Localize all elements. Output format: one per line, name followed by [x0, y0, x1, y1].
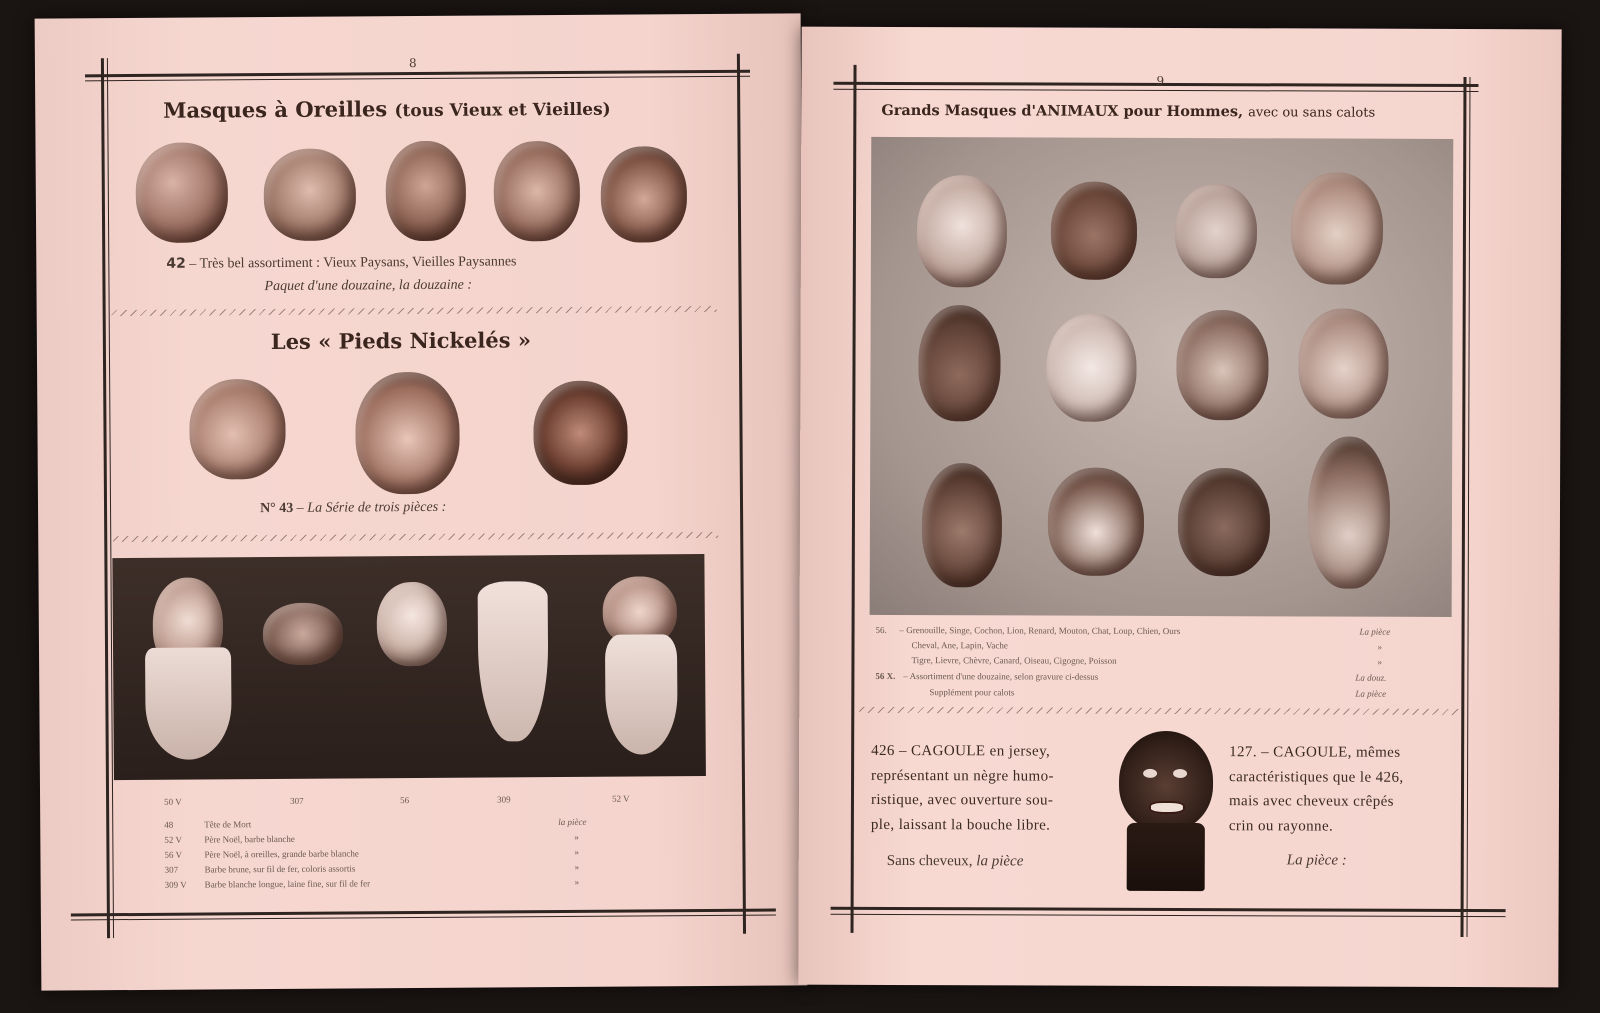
animal-masks-title	[881, 102, 1375, 121]
price-label-plain: Sans cheveux,	[886, 852, 973, 870]
text-line: ple, laissant la bouche libre.	[870, 816, 1051, 834]
list-item-text: Barbe brune, sur fil de fer, coloris assortis	[204, 863, 356, 875]
list-item-num: 307	[164, 864, 179, 875]
list-item-num: 48	[164, 819, 174, 830]
cagoule-head	[1119, 731, 1213, 831]
title-main: Masques à Oreilles	[163, 96, 388, 123]
monkey-mask	[1051, 182, 1137, 280]
item-43-line	[260, 500, 446, 517]
section-title-masques-oreilles	[163, 95, 611, 123]
cagoule-mouth	[1149, 801, 1185, 814]
list-item-price: La pièce	[1355, 688, 1387, 699]
cagoule-eye-left	[1143, 769, 1157, 778]
list-item-price: La pièce	[1359, 626, 1391, 637]
list-item-num: 309 V	[164, 879, 187, 890]
list-item-text: Cheval, Ane, Lapin, Vache	[911, 640, 1008, 651]
mask-image-1	[135, 142, 228, 243]
list-item-price: La douz.	[1355, 672, 1387, 683]
text-line: 127. – CAGOULE, mêmes	[1229, 744, 1401, 761]
text-line: représentant un nègre humo-	[871, 767, 1054, 785]
list-item-price: »	[1377, 641, 1383, 652]
cagoule-image	[1117, 731, 1216, 891]
item-description: – Très bel assortiment : Vieux Paysans, Vieilles Paysannes	[189, 254, 517, 272]
list-item-text: Père Noël, à oreilles, grande barbe blanche	[204, 848, 359, 860]
cagoule-neck	[1127, 823, 1205, 891]
list-item-text: Tigre, Lievre, Chèvre, Canard, Oiseau, Cigogne, Poisson	[911, 655, 1117, 666]
wavy-divider-2	[113, 532, 718, 542]
frame-right-line	[1461, 77, 1467, 937]
list-item-text: – Assortiment d'une douzaine, selon gravure ci-dessus	[903, 671, 1099, 682]
text-line: caractéristiques que le 426,	[1229, 768, 1404, 786]
photo-label-5: 52 V	[612, 793, 630, 804]
photo-label-1: 50 V	[164, 796, 182, 807]
text-line: mais avec cheveux crêpés	[1228, 793, 1394, 810]
photo-label-4: 309	[497, 794, 511, 805]
mask-image-4	[493, 141, 580, 242]
list-item-price: »	[574, 846, 579, 857]
photo-label-3: 56	[400, 795, 410, 806]
pieds-nickeles-mask-2	[355, 372, 460, 495]
item-description: – La Série de trois pièces :	[296, 499, 447, 516]
section-title-pieds-nickeles: Les « Pieds Nickelés »	[270, 327, 532, 355]
text-line: crin ou rayonne.	[1228, 817, 1334, 835]
frame-top-line-thin	[833, 89, 1478, 92]
text-line: ristique, avec ouverture sou-	[870, 791, 1054, 809]
cat-mask	[1176, 310, 1268, 420]
page-number: 9	[1156, 73, 1165, 88]
pig-mask	[1175, 184, 1257, 278]
list-item-text: – Grenouille, Singe, Cochon, Lion, Renard, Mouton, Chat, Loup, Chien, Ours	[899, 625, 1181, 637]
brown-beard-mask	[263, 603, 343, 666]
cagoule-427-price-label: La pièce :	[1286, 852, 1347, 869]
photo-label-2: 307	[290, 795, 304, 806]
item-42-line	[166, 253, 516, 272]
item-number: N° 43	[259, 500, 294, 517]
list-item-price: »	[574, 876, 580, 887]
dog-mask	[1048, 468, 1144, 576]
title-sub: (tous Vieux et Vieilles)	[394, 99, 611, 122]
bear-mask	[1178, 468, 1270, 576]
horse-mask	[922, 463, 1002, 587]
frame-right-line-thin	[1467, 77, 1471, 937]
cagoule-426-description	[871, 739, 1111, 838]
text-line: 426 – CAGOULE en jersey,	[871, 742, 1051, 760]
frame-bottom-line	[831, 907, 1506, 912]
list-item-num: 56 X.	[875, 670, 896, 682]
frame-left-line	[851, 65, 857, 933]
frame-right-line	[737, 54, 746, 934]
wavy-divider	[859, 707, 1459, 715]
white-beard-2	[478, 581, 549, 741]
list-item-price: »	[1377, 656, 1382, 667]
wavy-divider-1	[112, 306, 717, 316]
right-page	[798, 27, 1561, 988]
list-item-text: Supplément pour calots	[929, 687, 1015, 698]
white-beard-1	[145, 647, 232, 760]
skull-mask	[377, 582, 448, 666]
cow-mask	[917, 175, 1007, 287]
list-item-num: 52 V	[164, 834, 182, 845]
cagoule-426-price-label	[887, 853, 1024, 870]
list-item-num: 56 V	[164, 849, 183, 860]
wolf-mask	[1298, 308, 1388, 418]
item-42-subline: Paquet d'une douzaine, la douzaine :	[264, 277, 473, 295]
sheep-mask	[1046, 314, 1136, 422]
cagoule-eye-right	[1173, 769, 1187, 778]
white-beard-3	[605, 634, 678, 754]
list-item-text: Barbe blanche longue, laine fine, sur fil de fer	[204, 878, 371, 890]
list-item-text: Tête de Mort	[204, 819, 252, 830]
pieds-nickeles-mask-3	[533, 381, 628, 486]
left-page	[35, 13, 808, 990]
item-number: 42	[166, 255, 186, 272]
list-item-price: »	[574, 861, 580, 872]
list-item-price: »	[574, 831, 579, 842]
fox-mask	[918, 305, 1000, 421]
mask-image-3	[385, 141, 466, 242]
animal-masks-photo	[870, 137, 1454, 617]
list-item-num: 56.	[875, 624, 887, 635]
mask-image-5	[601, 146, 688, 243]
cagoule-427-description	[1229, 740, 1459, 839]
page-number: 8	[408, 56, 417, 71]
title-main: Grands Masques d'ANIMAUX pour Hommes,	[881, 101, 1244, 121]
price-label-italic: la pièce	[976, 853, 1024, 870]
donkey-mask	[1308, 436, 1391, 588]
beards-photo	[112, 554, 706, 780]
list-item-text: Père Noël, barbe blanche	[204, 833, 295, 845]
title-sub: avec ou sans calots	[1248, 105, 1376, 121]
mask-image-2	[264, 148, 357, 241]
pieds-nickeles-mask-1	[189, 379, 286, 480]
lion-mask	[1291, 172, 1383, 284]
list-item-price: la pièce	[558, 816, 587, 828]
frame-bottom-line-thin	[831, 914, 1506, 917]
